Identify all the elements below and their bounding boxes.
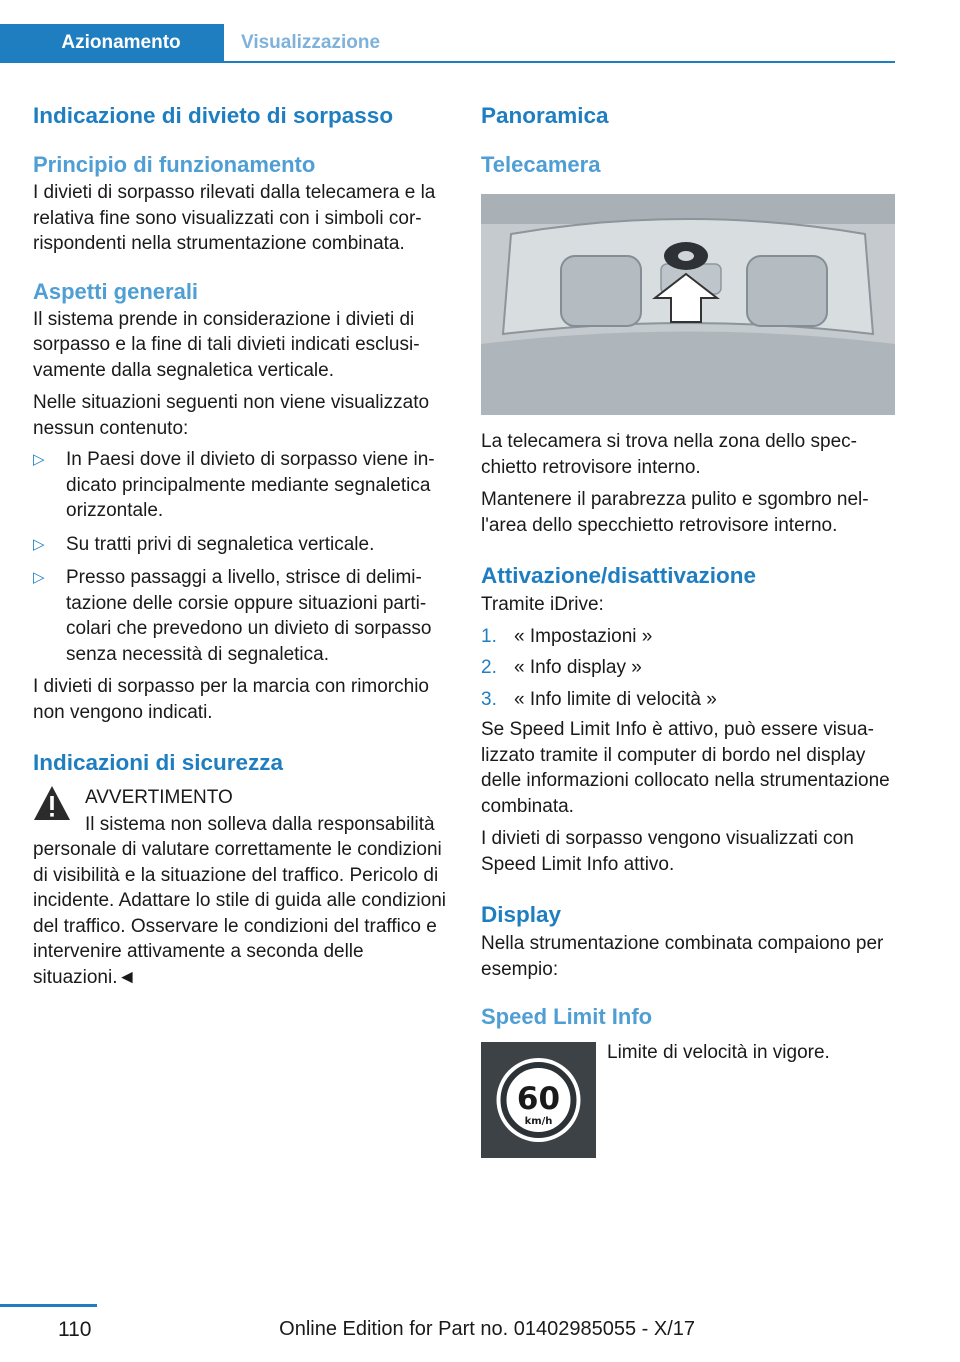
sli-heading: Speed Limit Info — [481, 1004, 653, 1029]
step-item: 1. « Impostazioni » — [481, 625, 653, 647]
footer-divider — [0, 1304, 97, 1307]
triangle-bullet-icon: ▷ — [33, 451, 45, 468]
header-tabs — [0, 24, 895, 62]
display-text: Nella strumentazione combinata compaiono per esempio: — [481, 933, 884, 980]
panoramica-heading: Panoramica — [481, 103, 609, 128]
attivazione-heading: Attivazione/disattivazione — [481, 563, 757, 588]
rimorchio-text: I divieti di sorpasso per la marcia con rimorchio non vengono indicati. — [33, 676, 429, 723]
aspetti-text-1: Il sistema prende in considerazione i divieti di sorpasso e la fine di tali divieti indicati esclusivamente dalla segnaletica verticale. — [33, 308, 420, 381]
sli-caption: Limite di velocità in vigore. — [607, 1042, 830, 1063]
sign-unit: km/h — [524, 1116, 553, 1127]
sicurezza-heading: Indicazioni di sicurezza — [33, 750, 284, 775]
list-item: ▷ Presso passaggi a livello, strisce di delimitazione delle corsie oppure situazioni particolari che prevedono un divieto di sorpasso senza necessità di segnaletica. — [33, 567, 432, 665]
warning-triangle-icon — [33, 785, 71, 821]
aspetti-heading: Aspetti generali — [33, 278, 199, 304]
section-title: Indicazione di divieto di sorpasso — [33, 103, 394, 128]
triangle-bullet-icon: ▷ — [33, 569, 45, 586]
steps-list — [481, 624, 897, 713]
left-column — [33, 100, 451, 990]
aspetti-text-2: Nelle situazioni seguenti non viene visualizzato nessun contenuto: — [33, 392, 430, 439]
car-interior-illustration — [481, 194, 895, 415]
tab-visualizzazione[interactable]: Visualizzazione — [241, 32, 381, 53]
step-item: 3. « Info limite di velocità » — [481, 688, 717, 710]
telecamera-heading: Telecamera — [481, 152, 601, 177]
page-number: 110 — [58, 1318, 92, 1341]
principio-heading: Principio di funzionamento — [33, 152, 316, 177]
list-item: ▷ Su tratti privi di segnaletica verticale. — [33, 532, 451, 558]
camera-text-2: Mantenere il parabrezza pulito e sgombro nell'area dello specchietto retrovisore interno. — [481, 489, 869, 536]
display-heading: Display — [481, 902, 562, 927]
warning-label: AVVERTIMENTO — [85, 787, 233, 808]
tramite-text: Tramite iDrive: — [481, 594, 604, 615]
speed-limit-sign-icon — [481, 1042, 596, 1158]
speed-text-1: Se Speed Limit Info è attivo, può essere visualizzato tramite il computer di bordo nel display delle informazioni collocato nella strumentazione combinata. — [481, 719, 890, 817]
principio-text: I divieti di sorpasso rilevati dalla telecamera e la relativa fine sono visualizzati con i simboli corrispondenti nella strumentazione combinata. — [33, 182, 436, 254]
header-divider — [0, 61, 895, 63]
tab-azionamento[interactable]: Azionamento — [0, 24, 224, 61]
camera-photo — [481, 194, 895, 415]
warning-text: Il sistema non solleva dalla responsabilità personale di valutare correttamente le condizioni di visibilità e la situazione del traffico. Pericolo di incidente. Adattare lo stile di guida alle condizioni del traffico. Osservare le condizioni del traffico e intervenire attivamente a seconda delle situazioni.◄ — [33, 813, 446, 988]
list-item: ▷ In Paesi dove il divieto di sorpasso viene indicato principalmente mediante segnaletica orizzontale. — [33, 449, 435, 521]
speed-limit-display — [481, 1042, 596, 1158]
camera-text-1: La telecamera si trova nella zona dello specchietto retrovisore interno. — [481, 431, 857, 478]
condition-list — [33, 447, 451, 667]
right-column — [481, 100, 897, 1160]
triangle-bullet-icon: ▷ — [33, 535, 45, 553]
sign-value: 60 — [516, 1081, 561, 1117]
warning-block — [33, 785, 451, 990]
speed-text-2: I divieti di sorpasso vengono visualizzati con Speed Limit Info attivo. — [481, 828, 854, 875]
sli-block — [481, 1042, 897, 1160]
step-item: 2. « Info display » — [481, 657, 642, 678]
edition-text: Online Edition for Part no. 01402985055 - X/17 — [279, 1318, 695, 1340]
